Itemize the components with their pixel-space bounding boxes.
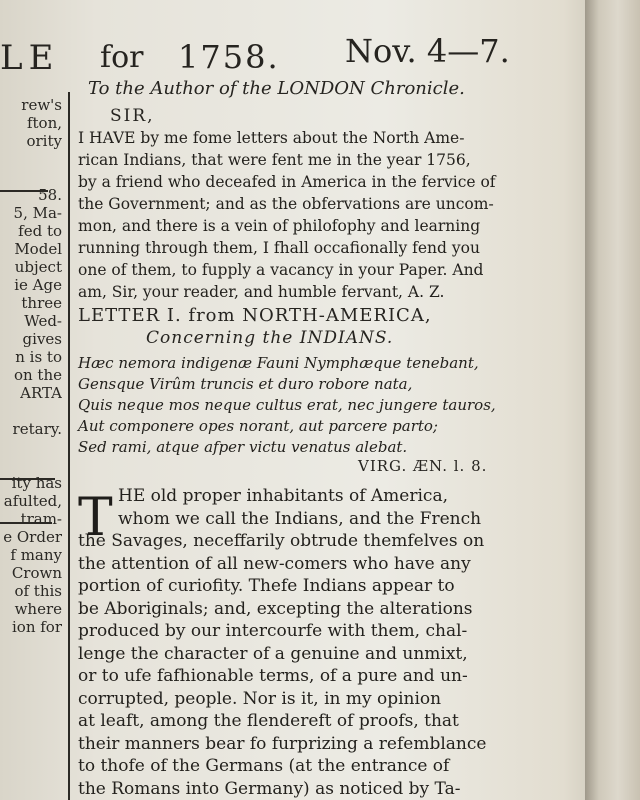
main-text-line: HE old proper inhabitants of America, bbox=[118, 486, 448, 506]
poem-line: Sed rami, atque afper victu venatus alebat. bbox=[78, 438, 408, 456]
poem-line: Gensque Virûm truncis et duro robore nata, bbox=[78, 375, 413, 393]
left-column-fragment: fton, bbox=[26, 114, 62, 132]
left-column-fragment: ARTA bbox=[20, 384, 62, 402]
letter-intro-line: running through them, I fhall occafionally fend you bbox=[78, 239, 480, 257]
left-column-fragment: ion for bbox=[11, 618, 62, 636]
letter-subtitle: Concerning the INDIANS. bbox=[146, 328, 394, 348]
letter-intro-line: by a friend who deceafed in America in the fervice of bbox=[78, 173, 496, 191]
masthead-left: LE bbox=[0, 38, 60, 78]
left-column-fragment: gives bbox=[22, 330, 62, 348]
left-column-fragment bbox=[0, 438, 62, 456]
left-column-fragment: retary. bbox=[12, 420, 62, 438]
left-column-fragment: 58. bbox=[38, 186, 62, 204]
page-edge bbox=[585, 0, 640, 800]
drop-cap: T bbox=[78, 488, 113, 548]
left-column-fragment: Model bbox=[14, 240, 62, 258]
left-column-fragment: rew's bbox=[21, 96, 62, 114]
poem-line: Hæc nemora indigenæ Fauni Nymphæque tenebant, bbox=[78, 354, 479, 372]
left-column bbox=[0, 96, 62, 636]
left-column-fragment: ubject bbox=[14, 258, 62, 276]
left-column-fragment bbox=[0, 168, 62, 186]
left-column-fragment: n is to bbox=[15, 348, 62, 366]
poem-line: Aut componere opes norant, aut parcere parto; bbox=[78, 417, 438, 435]
masthead-for: for bbox=[100, 40, 144, 75]
left-column-fragment: ority bbox=[26, 132, 62, 150]
main-text-line: at leaft, among the flendereft of proofs, that bbox=[78, 711, 459, 731]
left-column-fragment: 5, Ma- bbox=[13, 204, 62, 222]
masthead-date: Nov. 4—7. bbox=[345, 32, 510, 70]
left-column-fragment: Wed- bbox=[24, 312, 62, 330]
left-column-fragment: fed to bbox=[18, 222, 62, 240]
main-text-line: the Savages, neceffarily obtrude themfelves on bbox=[78, 531, 485, 551]
poem-line: Quis neque mos neque cultus erat, nec jungere tauros, bbox=[78, 396, 496, 414]
letter-intro-line: mon, and there is a vein of philofophy and learning bbox=[78, 217, 481, 235]
left-column-fragment: of this bbox=[14, 582, 62, 600]
left-column-fragment: where bbox=[14, 600, 62, 618]
main-text-line: produced by our intercourfe with them, chal- bbox=[78, 621, 468, 641]
main-text-line: the Romans into Germany) as noticed by Ta- bbox=[78, 778, 461, 799]
letter-intro-line: am, Sir, your reader, and humble fervant, A. Z. bbox=[78, 283, 445, 301]
letter-intro-line: the Government; and as the obfervations are uncom- bbox=[78, 195, 494, 213]
main-text-line: corrupted, people. Nor is it, in my opinion bbox=[78, 688, 442, 709]
address-line: To the Author of the LONDON Chronicle. bbox=[88, 78, 465, 99]
left-column-fragment: e Order bbox=[3, 528, 62, 546]
salutation: SIR, bbox=[110, 106, 155, 126]
letter-intro-line: I HAVE by me fome letters about the North Ame- bbox=[78, 129, 465, 147]
main-text-line: lenge the character of a genuine and unmixt, bbox=[78, 643, 468, 664]
main-text-line: to thofe of the Germans (at the entrance of bbox=[78, 756, 450, 776]
masthead-year: 1758. bbox=[178, 38, 280, 76]
main-text-line: or to ufe fafhionable terms, of a pure and un- bbox=[78, 666, 468, 686]
left-column-fragment: f many bbox=[10, 546, 62, 564]
main-text-line: their manners bear fo furprizing a refemblance bbox=[78, 733, 487, 754]
left-column-fragment: tram- bbox=[20, 510, 62, 528]
letter-title: LETTER I. from NORTH-AMERICA, bbox=[78, 305, 432, 326]
main-text-line: whom we call the Indians, and the French bbox=[118, 508, 482, 529]
left-column-fragment: ie Age bbox=[14, 276, 62, 294]
left-column-fragment bbox=[0, 150, 62, 168]
left-column-fragment bbox=[0, 456, 62, 474]
main-text-line: portion of curiofity. Thefe Indians appear to bbox=[78, 576, 455, 596]
main-text-line: the attention of all new-comers who have any bbox=[78, 553, 471, 574]
column-rule bbox=[68, 92, 70, 800]
left-column-fragment: on the bbox=[13, 366, 62, 384]
letter-intro-line: one of them, to fupply a vacancy in your Paper. And bbox=[78, 261, 484, 279]
letter-intro-line: rican Indians, that were fent me in the year 1756, bbox=[78, 151, 471, 169]
left-column-fragment bbox=[0, 402, 62, 420]
left-column-fragment: three bbox=[21, 294, 62, 312]
poem-source: VIRG. ÆN. l. 8. bbox=[358, 457, 488, 475]
main-text-line: be Aboriginals; and, excepting the alterations bbox=[78, 598, 473, 619]
left-column-fragment: Crown bbox=[11, 564, 62, 582]
left-column-fragment: afulted, bbox=[3, 492, 62, 510]
left-column-fragment: ity has bbox=[11, 474, 62, 492]
